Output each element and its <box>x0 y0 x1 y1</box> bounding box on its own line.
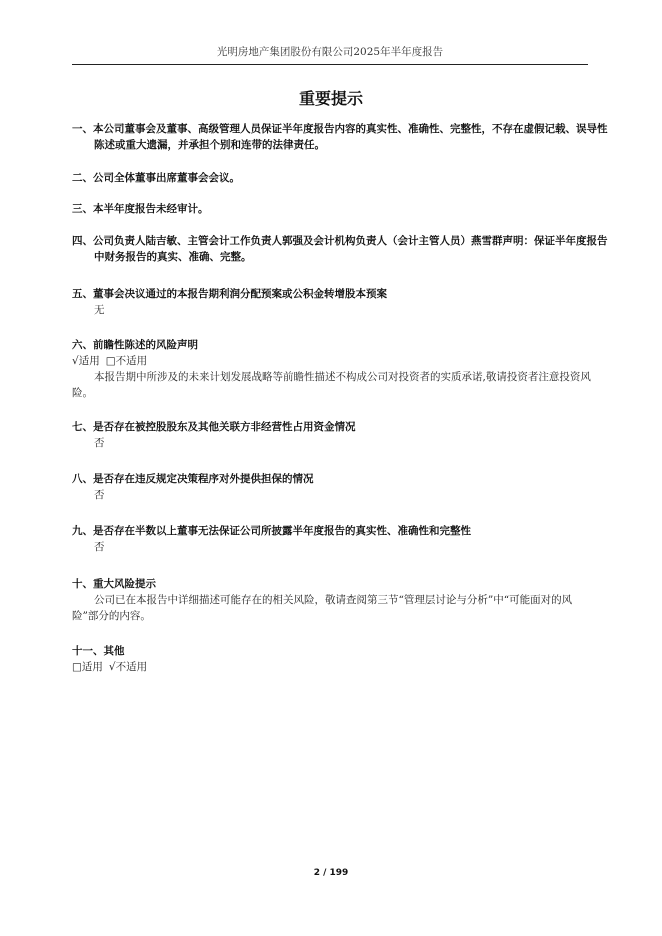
notice-7-body: 否 <box>94 437 105 449</box>
notice-5-body: 无 <box>94 304 105 316</box>
notice-7 <box>72 419 592 451</box>
notice-11-options <box>72 659 592 675</box>
page-title: 重要提示 <box>298 89 363 108</box>
notice-9-body: 否 <box>94 541 105 553</box>
notice-6 <box>72 337 592 401</box>
notice-6-options <box>72 353 592 369</box>
notice-8 <box>72 471 592 503</box>
notice-4: 四、公司负责人陆吉敏、主管会计工作负责人郭强及会计机构负责人（会计主管人员）燕雪群声明：保证半年度报告中财务报告的真实、准确、完整。 <box>72 235 608 263</box>
notice-8-body: 否 <box>94 489 105 501</box>
notice-3: 三、本半年度报告未经审计。 <box>72 203 209 215</box>
notice-6-heading: 六、前瞻性陈述的风险声明 <box>72 339 198 351</box>
notice-2: 二、公司全体董事出席董事会会议。 <box>72 172 240 184</box>
option-not-applicable: □不适用 <box>105 355 148 367</box>
notice-11-heading: 十一、其他 <box>72 645 125 657</box>
notice-7-heading: 七、是否存在被控股股东及其他关联方非经营性占用资金情况 <box>72 421 356 433</box>
notice-10 <box>72 576 592 624</box>
notice-1: 一、本公司董事会及董事、高级管理人员保证半年度报告内容的真实性、准确性、完整性，不存在虚假记载、误导性陈述或重大遗漏，并承担个别和连带的法律责任。 <box>72 123 608 151</box>
notice-11 <box>72 643 592 675</box>
option-applicable: √适用 <box>72 355 100 367</box>
option-not-applicable: √不适用 <box>108 661 148 673</box>
notice-5 <box>72 286 592 318</box>
notice-9-heading: 九、是否存在半数以上董事无法保证公司所披露半年度报告的真实性、准确性和完整性 <box>72 525 471 537</box>
notice-10-body: 公司已在本报告中详细描述可能存在的相关风险，敬请查阅第三节“管理层讨论与分析”中“可能面对的风险”部分的内容。 <box>72 594 573 622</box>
page-number: 2 / 199 <box>313 868 349 878</box>
option-applicable: □适用 <box>72 661 103 673</box>
notice-9 <box>72 523 592 555</box>
notice-10-heading: 十、重大风险提示 <box>72 578 156 590</box>
notice-5-heading: 五、董事会决议通过的本报告期利润分配预案或公积金转增股本预案 <box>72 288 387 300</box>
running-header: 光明房地产集团股份有限公司2025年半年度报告 <box>72 44 588 65</box>
notice-6-body: 本报告期中所涉及的未来计划发展战略等前瞻性描述不构成公司对投资者的实质承诺,敬请投资者注意投资风险。 <box>72 371 591 399</box>
notice-8-heading: 八、是否存在违反规定决策程序对外提供担保的情况 <box>72 473 314 485</box>
